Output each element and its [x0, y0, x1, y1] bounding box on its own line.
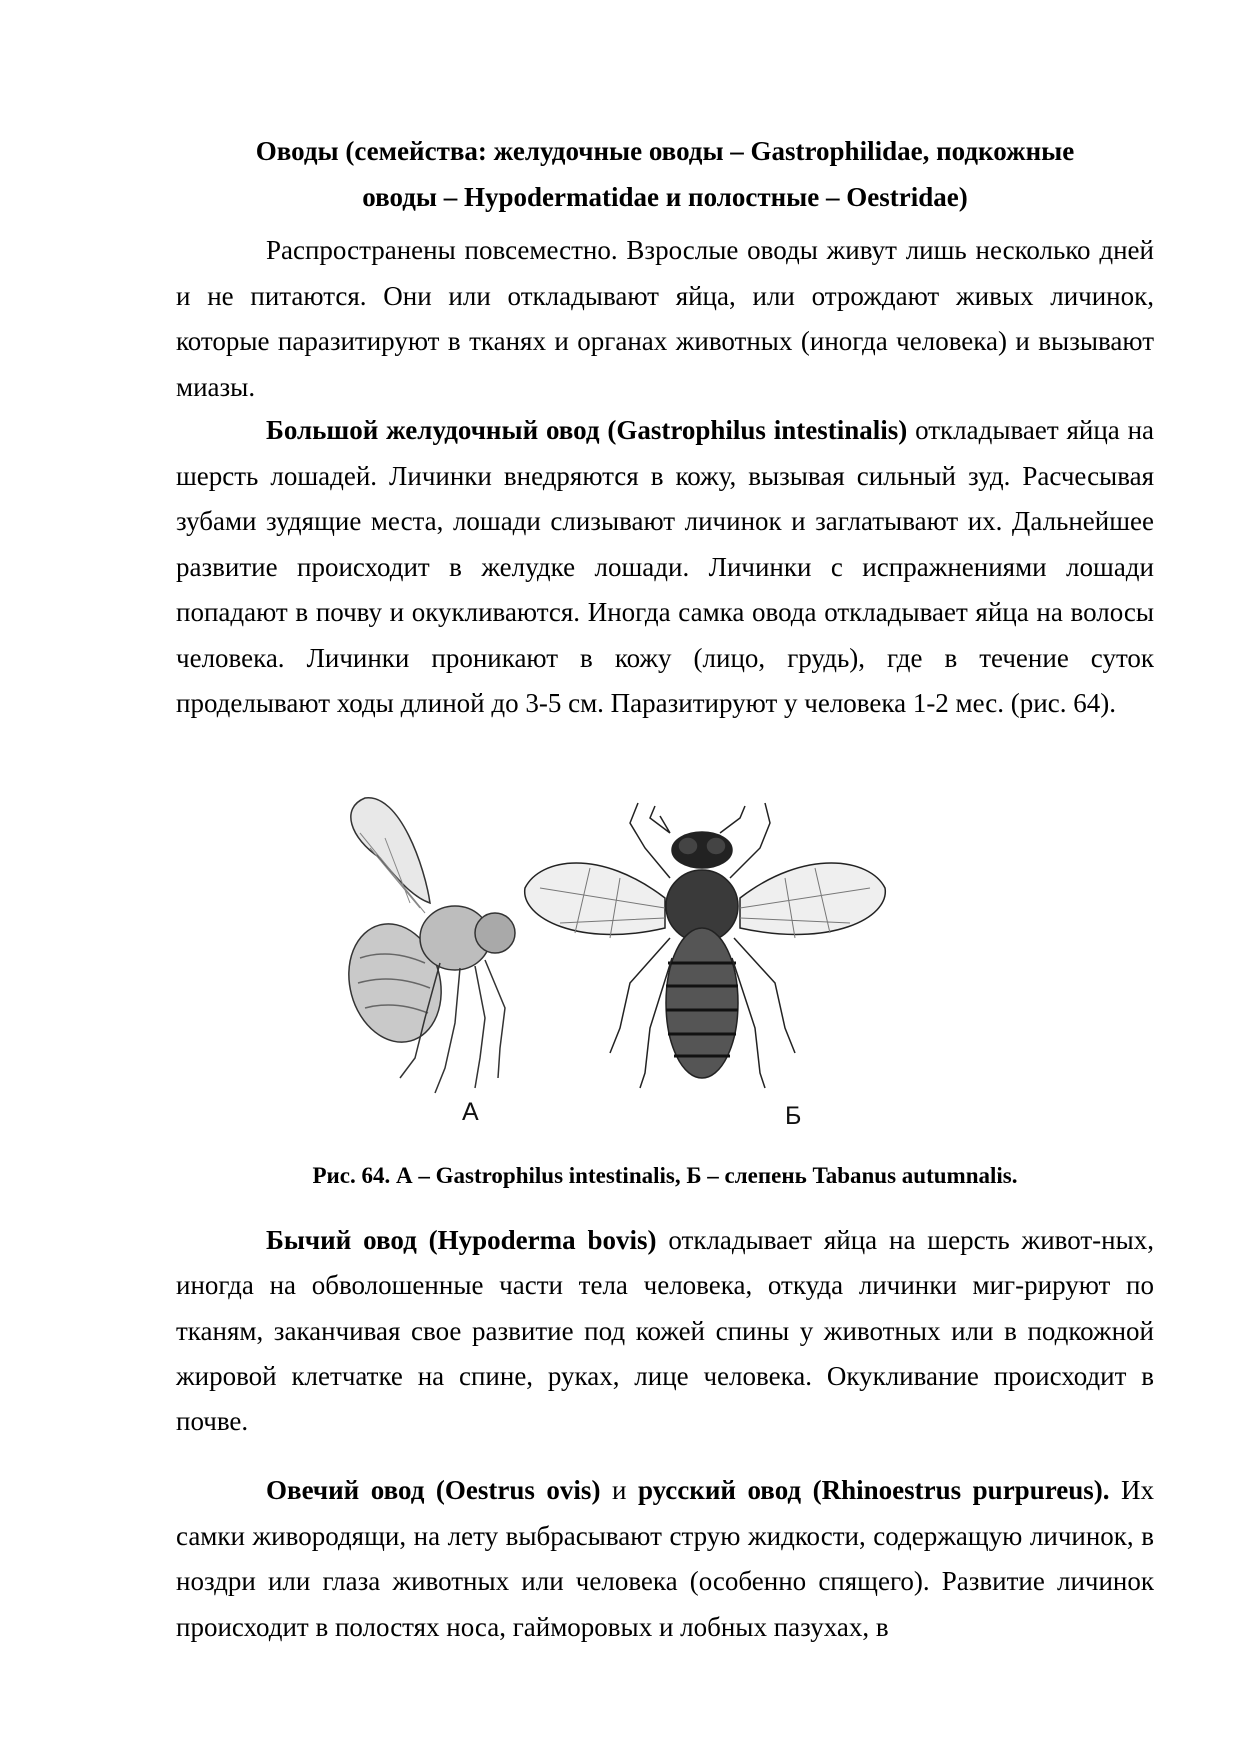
term-oestrus: Овечий овод (Oestrus ovis) — [266, 1475, 601, 1505]
paragraph-intro: Распространены повсеместно. Взрослые оводы живут лишь несколько дней и не питаются. Они или откладывают яйца, или отрождают живых личинок, которые паразитируют в тканях и органах животных (иногда человека) и вызывают миазы. — [176, 235, 1154, 402]
paragraph-oestrus-text: Их самки живородящи, на лету выбрасывают струю жидкости, содержащую личинок, в ноздри или глаза животных или человека (особенно спящего). Развитие личинок происходит в полостях носа, гайморовых и лобных пазухах, в — [176, 1475, 1155, 1642]
section-title — [176, 128, 1154, 220]
paragraph-gastrophilus — [176, 408, 1154, 727]
paragraph-gastrophilus-text: откладывает яйца на шерсть лошадей. Личинки внедряются в кожу, вызывая сильный зуд. Расчесывая зубами зудящие места, лошади слизывают личинок и заглатывают их. Дальнейшее развитие происходит в желудке лошади. Личинки с испражнениями лошади попадают в почву и окукливаются. Иногда самка овода откладывает яйца на волосы человека. Личинки проникают в кожу (лицо, грудь), где в течение суток проделывают ходы длиной до 3-5 см. Паразитируют у человека 1-2 мес. (рис. 64). — [176, 415, 1154, 718]
figure-64 — [320, 788, 1010, 1148]
fly-b-illustration — [525, 803, 886, 1088]
fly-a-illustration — [336, 798, 515, 1093]
paragraph-hypoderma-text: откладывает яйца на шерсть живот-ных, иногда на обволошенные части тела человека, откуда личинки миг-рируют по тканям, заканчивая свое развитие под кожей спины у животных или в подкожной жировой клетчатке на спине, руках, лице человека. Окукливание происходит в почве. — [176, 1225, 1154, 1437]
term-hypoderma: Бычий овод (Hypoderma bovis) — [266, 1225, 657, 1255]
title-line-2: оводы – Hypodermatidae и полостные – Oestridae) — [362, 182, 968, 212]
paragraph-hypoderma — [176, 1218, 1154, 1444]
term-rhinoestrus: русский овод (Rhinoestrus purpureus). — [637, 1475, 1110, 1505]
figure-label-a: А — [462, 1098, 479, 1126]
paragraph-oestrus — [176, 1468, 1154, 1650]
term-gastrophilus: Большой желудочный овод (Gastrophilus intestinalis) — [266, 415, 908, 445]
paragraph-oestrus-conj: и — [600, 1475, 638, 1505]
figure-label-b: Б — [785, 1102, 802, 1130]
title-line-1: Оводы (семейства: желудочные оводы – Gastrophilidae, подкожные — [255, 136, 1075, 166]
figure-illustration — [320, 788, 1010, 1148]
figure-caption: Рис. 64. А – Gastrophilus intestinalis, Б – слепень Tabanus autumnalis. — [312, 1163, 1018, 1188]
